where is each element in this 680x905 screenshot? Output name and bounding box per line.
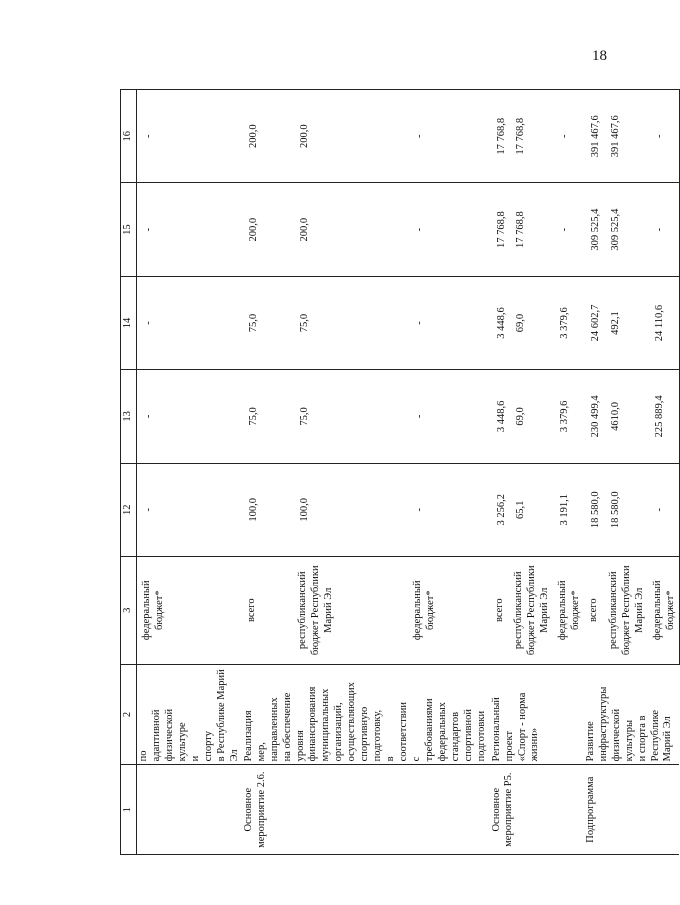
value-cell: 65,1 <box>509 463 553 556</box>
description-line: направленных <box>269 697 281 762</box>
description-line: организаций, <box>333 702 345 762</box>
table-row <box>490 90 510 855</box>
value-cell: 75,0 <box>242 276 293 369</box>
description-line: стандартов спортивной <box>450 709 474 762</box>
col-header: 14 <box>121 276 137 369</box>
col-header: 12 <box>121 463 137 556</box>
description-line: Региональный <box>490 697 502 762</box>
value-cell: 230 499,4 <box>584 370 604 463</box>
funding-source-line: Марий Эл <box>539 587 551 633</box>
header-row <box>121 90 137 855</box>
description-line: спорту <box>203 731 214 762</box>
funding-source-line: федеральный <box>141 580 152 641</box>
value-cell: 200,0 <box>293 90 408 183</box>
funding-source-line: бюджет* <box>154 590 165 631</box>
table-row <box>584 90 604 855</box>
value-cell: 100,0 <box>242 463 293 556</box>
value-cell: - <box>648 90 680 183</box>
value-cell: 4610,0 <box>604 370 648 463</box>
value-cell: 200,0 <box>242 90 293 183</box>
value-cell: 3 191,1 <box>553 463 584 556</box>
funding-source-line: федеральный <box>557 580 569 641</box>
value-cell: 75,0 <box>293 276 408 369</box>
table-row <box>137 90 243 855</box>
value-cell: 24 602,7 <box>584 276 604 369</box>
value-cell: - <box>137 463 243 556</box>
description-line: и спорта в Республике <box>637 709 661 762</box>
col-header: 15 <box>121 183 137 276</box>
description-line: Развитие <box>585 721 597 762</box>
description-line: Марий Эл <box>662 716 674 762</box>
description-line: подготовки <box>475 710 487 762</box>
value-cell: 391 467,6 <box>604 90 648 183</box>
description-line: физической <box>611 708 623 762</box>
funding-source <box>137 556 243 664</box>
budget-table <box>120 89 680 855</box>
col-header: 13 <box>121 370 137 463</box>
funding-source-line: федеральный <box>412 580 424 641</box>
description-line: проект <box>503 730 515 762</box>
value-cell: 69,0 <box>509 276 553 369</box>
funding-source <box>648 556 680 664</box>
value-cell: 100,0 <box>293 463 408 556</box>
row-description <box>137 664 243 765</box>
funding-source <box>604 556 648 664</box>
funding-source-line: всего <box>588 598 600 623</box>
value-cell: - <box>408 463 489 556</box>
value-cell: 309 525,4 <box>584 183 604 276</box>
description-line: культуре <box>177 722 188 762</box>
description-line: адаптивной <box>151 709 162 762</box>
description-line: инфраструктуры <box>598 686 610 762</box>
value-cell: 24 110,6 <box>648 276 680 369</box>
value-cell: - <box>137 276 243 369</box>
description-line: физической <box>164 708 175 762</box>
value-cell: 3 448,6 <box>490 370 510 463</box>
description-line: «Спорт - норма жизни» <box>516 692 541 762</box>
value-cell: - <box>408 370 489 463</box>
description-line: в <box>385 756 397 762</box>
description-line: по <box>138 750 149 762</box>
description-line: мер, <box>256 742 268 762</box>
value-cell: 225 889,4 <box>648 370 680 463</box>
value-cell: 75,0 <box>293 370 408 463</box>
description-line: осуществляющих <box>346 682 358 762</box>
funding-source <box>553 556 584 664</box>
row-description <box>584 664 679 765</box>
funding-source-line: бюджет* <box>664 590 676 631</box>
value-cell: 75,0 <box>242 370 293 463</box>
col-header: 1 <box>121 765 137 855</box>
funding-source-line: республиканский <box>513 571 525 650</box>
value-cell: - <box>408 90 489 183</box>
row-description <box>242 664 489 765</box>
value-cell: 3 256,2 <box>490 463 510 556</box>
description-line: в Республике Марий Эл <box>216 669 240 762</box>
page-number: 18 <box>592 48 607 64</box>
value-cell: - <box>553 90 584 183</box>
funding-source <box>509 556 553 664</box>
value-cell: 17 768,8 <box>509 90 553 183</box>
value-cell: 309 525,4 <box>604 183 648 276</box>
row-category: Подпрограмма <box>584 765 679 855</box>
description-line: требованиями <box>424 698 436 762</box>
row-category: Основное мероприятие 2.6. <box>242 765 489 855</box>
description-line: культуры <box>624 719 636 762</box>
value-cell: - <box>137 370 243 463</box>
table-row <box>242 90 293 855</box>
funding-source-line: Марий Эл <box>633 587 645 633</box>
funding-source-line: Марий Эл <box>323 587 335 633</box>
value-cell: 3 379,6 <box>553 276 584 369</box>
rotated-table-wrapper <box>120 89 676 855</box>
col-header: 2 <box>121 664 137 765</box>
value-cell: 3 379,6 <box>553 370 584 463</box>
value-cell: - <box>137 183 243 276</box>
value-cell: 17 768,8 <box>490 90 510 183</box>
funding-source-line: бюджет Республики <box>526 565 538 656</box>
value-cell: 18 580,0 <box>604 463 648 556</box>
value-cell: 69,0 <box>509 370 553 463</box>
funding-source-line: всего <box>493 598 505 623</box>
value-cell: - <box>408 276 489 369</box>
value-cell: 18 580,0 <box>584 463 604 556</box>
funding-source-line: федеральный <box>651 580 663 641</box>
funding-source-line: бюджет* <box>570 590 582 631</box>
row-category: Основное мероприятие Р5. <box>490 765 585 855</box>
description-line: соответствии <box>398 702 410 762</box>
funding-source-line: всего <box>246 598 258 623</box>
value-cell: - <box>553 183 584 276</box>
funding-source-line: республиканский <box>607 571 619 650</box>
row-category <box>137 765 243 855</box>
value-cell: - <box>648 463 680 556</box>
row-description <box>490 664 585 765</box>
value-cell: 17 768,8 <box>490 183 510 276</box>
description-line: Реализация <box>243 710 255 762</box>
funding-source <box>293 556 408 664</box>
value-cell: 200,0 <box>242 183 293 276</box>
description-line: на обеспечение уровня <box>282 692 306 762</box>
col-header: 16 <box>121 90 137 183</box>
funding-source-line: бюджет Республики <box>310 565 322 656</box>
funding-source-line: бюджет* <box>425 590 437 631</box>
value-cell: 17 768,8 <box>509 183 553 276</box>
funding-source <box>408 556 489 664</box>
value-cell: 492,1 <box>604 276 648 369</box>
value-cell: 3 448,6 <box>490 276 510 369</box>
col-header: 3 <box>121 556 137 664</box>
value-cell: - <box>648 183 680 276</box>
description-line: спортивную <box>359 706 371 762</box>
funding-source <box>584 556 604 664</box>
description-line: подготовку, <box>372 709 384 762</box>
table-body <box>137 90 680 855</box>
funding-source <box>242 556 293 664</box>
funding-source <box>490 556 510 664</box>
description-line: с <box>411 756 423 762</box>
description-line: финансирования <box>307 686 319 762</box>
description-line: муниципальных <box>320 688 332 762</box>
description-line: федеральных <box>437 702 449 762</box>
funding-source-line: республиканский <box>297 571 309 650</box>
value-cell: - <box>137 90 243 183</box>
funding-source-line: бюджет Республики <box>620 565 632 656</box>
value-cell: 200,0 <box>293 183 408 276</box>
description-line: и <box>190 755 201 762</box>
value-cell: - <box>408 183 489 276</box>
value-cell: 391 467,6 <box>584 90 604 183</box>
